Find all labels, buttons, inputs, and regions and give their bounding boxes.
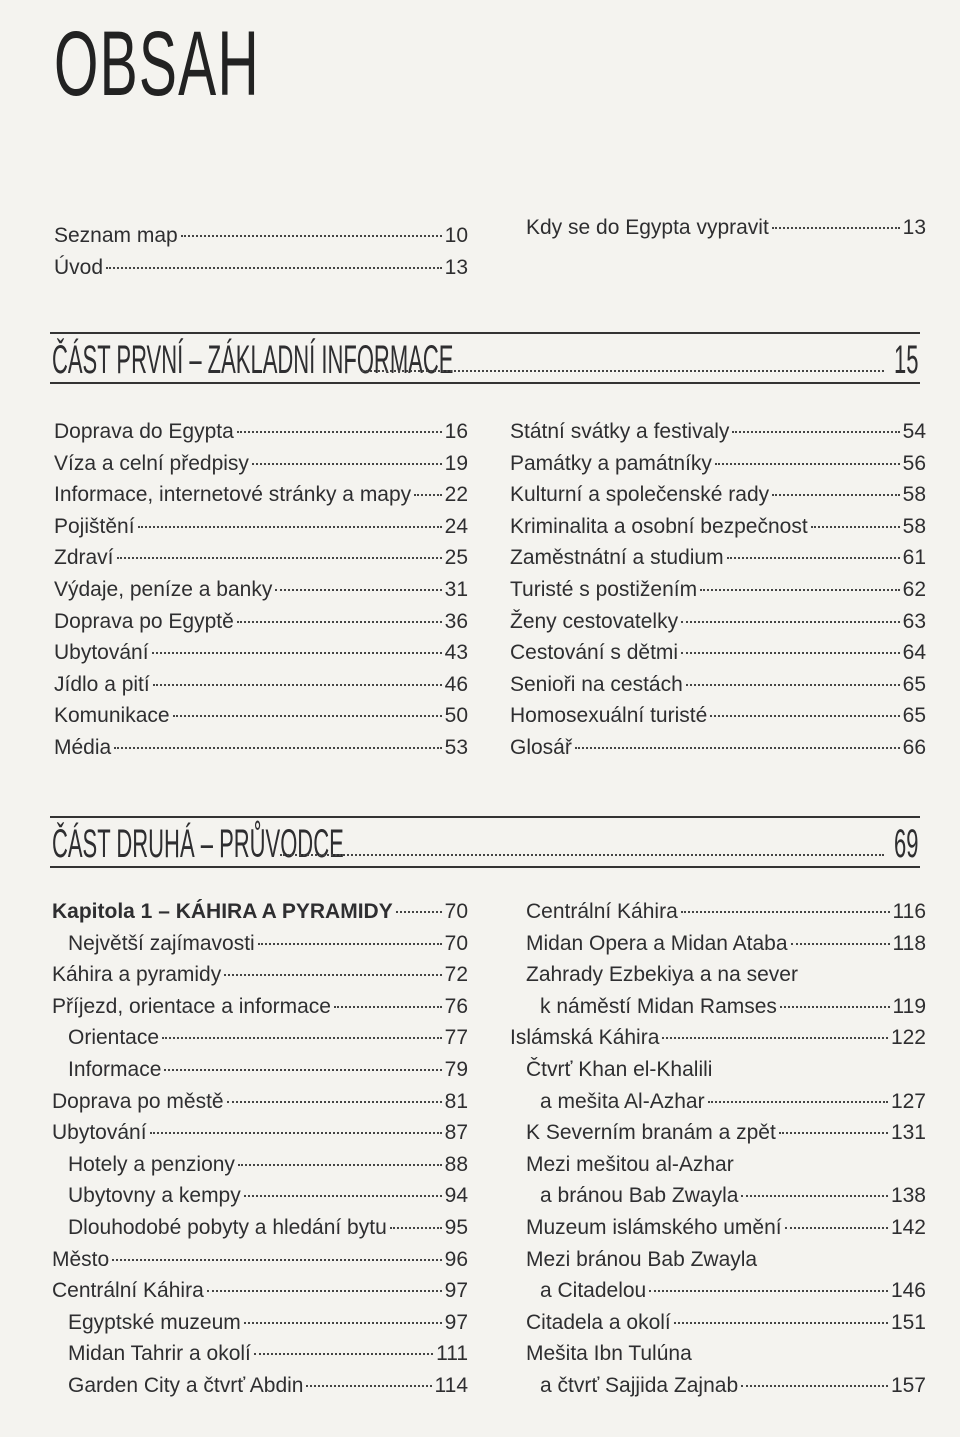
toc-entry-page: 70 — [444, 900, 468, 923]
toc-entry-page: 146 — [890, 1279, 926, 1303]
toc-entry[interactable] — [54, 700, 468, 732]
dot-leader — [244, 1195, 442, 1197]
toc-entry[interactable] — [510, 479, 926, 511]
dot-leader — [244, 1322, 442, 1324]
toc-entry[interactable] — [54, 732, 468, 764]
toc-entry-label: Zaměstnátní a studium — [510, 546, 724, 570]
toc-entry[interactable] — [510, 1022, 926, 1054]
toc-entry-label: Zdraví — [54, 546, 114, 570]
toc-entry-page: 61 — [902, 546, 926, 570]
toc-entry-page: 54 — [902, 420, 926, 443]
toc-entry-page: 19 — [444, 451, 468, 475]
toc-entry-label: Doprava po městě — [52, 1089, 224, 1113]
toc-entry[interactable] — [54, 252, 468, 284]
toc-entry-label: Seznam map — [54, 224, 178, 247]
toc-entry-label: Citadela a okolí — [526, 1310, 671, 1334]
toc-entry[interactable] — [510, 606, 926, 638]
toc-entry[interactable] — [52, 1086, 468, 1118]
toc-entry-label: Město — [52, 1247, 110, 1271]
dot-leader — [710, 715, 899, 717]
toc-entry-page: 118 — [892, 931, 926, 955]
dot-leader — [334, 1006, 442, 1008]
toc-entry-page: 116 — [892, 900, 926, 923]
toc-entry-label: Senioři na cestách — [510, 672, 683, 696]
intro-left-column — [54, 220, 468, 283]
dot-leader — [390, 1227, 442, 1229]
toc-entry-page: 114 — [434, 1373, 468, 1397]
dot-leader — [681, 621, 900, 623]
toc-entry-label: Největší zajímavosti — [68, 931, 255, 955]
toc-entry-label: Kapitola 1 – KÁHIRA A PYRAMIDY — [52, 900, 393, 923]
toc-entry-page: 76 — [444, 994, 468, 1018]
toc-entry-label: Mešita Ibn Tulúna — [526, 1342, 692, 1366]
part2-left-column — [52, 896, 468, 1402]
toc-entry-page: 64 — [902, 641, 926, 665]
toc-entry-page: 10 — [444, 224, 468, 247]
toc-entry[interactable] — [54, 448, 468, 480]
toc-entry-label: Ubytování — [54, 641, 149, 665]
toc-entry-page: 87 — [444, 1121, 468, 1145]
toc-entry[interactable] — [54, 606, 468, 638]
toc-entry[interactable] — [510, 1212, 926, 1244]
part1-leader — [362, 370, 884, 372]
toc-entry-page: 119 — [892, 994, 926, 1018]
dot-leader — [708, 1101, 888, 1103]
toc-entry-label: Pojištění — [54, 514, 135, 538]
toc-entry[interactable] — [52, 1117, 468, 1149]
toc-entry-label: Midan Tahrir a okolí — [68, 1342, 251, 1366]
toc-entry-page: 58 — [902, 514, 926, 538]
dot-leader — [106, 267, 442, 269]
toc-entry-page: 88 — [444, 1152, 468, 1176]
toc-entry-page: 62 — [902, 577, 926, 601]
toc-entry-page: 58 — [902, 483, 926, 507]
toc-entry[interactable] — [52, 1244, 468, 1276]
toc-entry[interactable] — [510, 511, 926, 543]
dot-leader — [715, 463, 900, 465]
toc-entry-label: Doprava po Egyptě — [54, 609, 234, 633]
toc-entry-label: Zahrady Ezbekiya a na sever — [526, 963, 798, 987]
dot-leader — [700, 589, 900, 591]
toc-entry-label: Komunikace — [54, 704, 170, 728]
dot-leader — [791, 943, 890, 945]
toc-entry[interactable] — [510, 542, 926, 574]
toc-entry[interactable] — [510, 700, 926, 732]
dot-leader — [772, 227, 900, 229]
toc-entry-label: Ženy cestovatelky — [510, 609, 679, 633]
toc-entry-label: Mezi mešitou al-Azhar — [526, 1152, 734, 1176]
toc-entry-label: a bránou Bab Zwayla — [540, 1184, 739, 1208]
dot-leader — [254, 1353, 433, 1355]
dot-leader — [224, 974, 441, 976]
part2-page: 69 — [893, 822, 918, 866]
toc-entry-page: 65 — [902, 704, 926, 728]
toc-entry[interactable] — [54, 220, 468, 252]
toc-entry[interactable] — [510, 669, 926, 701]
toc-entry[interactable] — [510, 1086, 926, 1118]
toc-entry[interactable] — [510, 1275, 926, 1307]
toc-entry-page: 122 — [890, 1026, 926, 1050]
dot-leader — [162, 1037, 442, 1039]
toc-entry-label: a Citadelou — [540, 1279, 647, 1303]
part2-right-column — [510, 896, 926, 1402]
toc-entry-page: 53 — [444, 735, 468, 759]
toc-entry-page: 81 — [444, 1089, 468, 1113]
toc-entry[interactable] — [52, 991, 468, 1023]
dot-leader — [173, 715, 442, 717]
toc-entry-label: Centrální Káhira — [52, 1279, 204, 1303]
toc-entry[interactable] — [510, 574, 926, 606]
toc-entry-label: Informace — [68, 1057, 162, 1081]
toc-entry-page: 63 — [902, 609, 926, 633]
toc-entry-label: Víza a celní předpisy — [54, 451, 249, 475]
toc-entry-page: 79 — [444, 1057, 468, 1081]
toc-entry-page: 157 — [890, 1373, 926, 1397]
toc-entry[interactable] — [510, 896, 926, 928]
toc-entry[interactable] — [510, 1370, 926, 1402]
toc-entry[interactable] — [510, 416, 926, 448]
toc-entry-label: Výdaje, peníze a banky — [54, 577, 273, 601]
toc-entry[interactable] — [52, 1275, 468, 1307]
dot-leader — [681, 652, 900, 654]
toc-entry[interactable] — [510, 448, 926, 480]
toc-entry-page: 95 — [444, 1215, 468, 1239]
dot-leader — [138, 526, 442, 528]
toc-entry-label: Turisté s postižením — [510, 577, 698, 601]
toc-entry-label: a mešita Al-Azhar — [540, 1089, 705, 1113]
toc-entry[interactable] — [510, 1149, 926, 1181]
intro-right-column — [526, 212, 926, 244]
toc-entry-label: Památky a památníky — [510, 451, 712, 475]
toc-entry[interactable] — [54, 416, 468, 448]
toc-entry[interactable] — [52, 1307, 468, 1339]
dot-leader — [779, 1132, 888, 1134]
toc-entry-page: 46 — [444, 672, 468, 696]
toc-entry-label: k náměstí Midan Ramses — [540, 994, 777, 1018]
toc-entry[interactable] — [54, 669, 468, 701]
toc-entry-page: 131 — [890, 1121, 926, 1145]
toc-entry-label: Glosář — [510, 735, 572, 759]
toc-entry-page: 65 — [902, 672, 926, 696]
toc-entry-page: 138 — [890, 1184, 926, 1208]
dot-leader — [732, 431, 899, 433]
dot-leader — [181, 235, 442, 237]
toc-entry-page: 142 — [890, 1215, 926, 1239]
toc-entry[interactable] — [52, 1180, 468, 1212]
dot-leader — [238, 1164, 442, 1166]
dot-leader — [153, 684, 442, 686]
toc-entry-label: Kdy se do Egypta vypravit — [526, 216, 769, 239]
toc-entry-page: 77 — [444, 1026, 468, 1050]
toc-entry-label: Ubytování — [52, 1121, 147, 1145]
toc-entry-label: Doprava do Egypta — [54, 420, 234, 443]
toc-entry-page: 96 — [444, 1247, 468, 1271]
part1-header — [50, 332, 920, 384]
toc-entry[interactable] — [510, 1054, 926, 1086]
toc-entry-label: Čtvrť Khan el-Khalili — [526, 1057, 713, 1081]
toc-entry[interactable] — [52, 928, 468, 960]
toc-entry[interactable] — [54, 542, 468, 574]
part1-right-column — [510, 416, 926, 764]
toc-entry[interactable] — [52, 1149, 468, 1181]
toc-entry-label: Média — [54, 735, 112, 759]
part2-leader — [280, 854, 884, 856]
toc-entry-label: K Severním branám a zpět — [526, 1121, 776, 1145]
toc-entry-page: 22 — [444, 483, 468, 507]
toc-entry[interactable] — [52, 896, 468, 928]
dot-leader — [772, 494, 899, 496]
dot-leader — [117, 557, 442, 559]
dot-leader — [164, 1069, 441, 1071]
toc-entry-page: 66 — [902, 735, 926, 759]
dot-leader — [237, 621, 442, 623]
part1-title: ČÁST PRVNÍ – ZÁKLADNÍ INFORMACE — [52, 338, 454, 382]
dot-leader — [152, 652, 442, 654]
toc-entry-label: Centrální Káhira — [526, 900, 678, 923]
toc-entry-page: 111 — [436, 1342, 468, 1366]
dot-leader — [674, 1322, 888, 1324]
toc-entry-page: 70 — [444, 931, 468, 955]
toc-entry-label: Informace, internetové stránky a mapy — [54, 483, 412, 507]
toc-entry-label: Orientace — [68, 1026, 160, 1050]
dot-leader — [114, 747, 441, 749]
toc-entry-label: Egyptské muzeum — [68, 1310, 241, 1334]
toc-entry[interactable] — [510, 1180, 926, 1212]
dot-leader — [414, 494, 441, 496]
toc-entry[interactable] — [54, 574, 468, 606]
toc-entry-page: 24 — [444, 514, 468, 538]
dot-leader — [150, 1132, 442, 1134]
toc-entry-page: 151 — [890, 1310, 926, 1334]
dot-leader — [741, 1385, 888, 1387]
part2-title: ČÁST DRUHÁ – PRŮVODCE — [52, 822, 344, 866]
toc-entry-page: 56 — [902, 451, 926, 475]
toc-entry-page: 43 — [444, 641, 468, 665]
dot-leader — [112, 1259, 441, 1261]
toc-entry-page: 16 — [444, 420, 468, 443]
toc-entry[interactable] — [510, 959, 926, 991]
toc-entry[interactable] — [510, 732, 926, 764]
dot-leader — [741, 1195, 887, 1197]
toc-entry-page: 13 — [902, 216, 926, 239]
part2-header — [50, 816, 920, 868]
toc-entry[interactable] — [52, 959, 468, 991]
toc-entry[interactable] — [54, 637, 468, 669]
dot-leader — [785, 1227, 888, 1229]
toc-entry-label: Homosexuální turisté — [510, 704, 708, 728]
dot-leader — [396, 911, 442, 913]
toc-entry[interactable] — [526, 212, 926, 244]
toc-entry-page: 97 — [444, 1310, 468, 1334]
toc-entry-label: Garden City a čtvrť Abdin — [68, 1373, 304, 1397]
dot-leader — [207, 1290, 442, 1292]
dot-leader — [662, 1037, 888, 1039]
dot-leader — [227, 1101, 442, 1103]
toc-entry[interactable] — [510, 928, 926, 960]
toc-entry[interactable] — [510, 1117, 926, 1149]
toc-entry-label: Kriminalita a osobní bezpečnost — [510, 514, 808, 538]
toc-entry-page: 13 — [444, 255, 468, 279]
toc-entry-page: 36 — [444, 609, 468, 633]
toc-entry[interactable] — [52, 1370, 468, 1402]
toc-entry[interactable] — [52, 1338, 468, 1370]
toc-entry-label: Islámská Káhira — [510, 1026, 660, 1050]
dot-leader — [649, 1290, 888, 1292]
toc-entry-page: 31 — [444, 577, 468, 601]
toc-entry[interactable] — [52, 1212, 468, 1244]
toc-entry-label: Cestování s dětmi — [510, 641, 679, 665]
toc-entry-page: 94 — [444, 1184, 468, 1208]
toc-entry[interactable] — [52, 1054, 468, 1086]
toc-entry-label: Příjezd, orientace a informace — [52, 994, 331, 1018]
toc-entry[interactable] — [510, 991, 926, 1023]
toc-entry-label: Dlouhodobé pobyty a hledání bytu — [68, 1215, 387, 1239]
part1-left-column — [54, 416, 468, 764]
toc-entry-label: Mezi bránou Bab Zwayla — [526, 1247, 758, 1271]
toc-entry[interactable] — [510, 637, 926, 669]
toc-entry[interactable] — [54, 511, 468, 543]
toc-entry-page: 50 — [444, 704, 468, 728]
toc-entry[interactable] — [510, 1244, 926, 1276]
toc-entry-page: 25 — [444, 546, 468, 570]
toc-entry-label: Ubytovny a kempy — [68, 1184, 241, 1208]
page-title: OBSAH — [54, 13, 260, 115]
toc-entry-label: Státní svátky a festivaly — [510, 420, 730, 443]
dot-leader — [780, 1006, 890, 1008]
dot-leader — [252, 463, 442, 465]
dot-leader — [258, 943, 442, 945]
dot-leader — [727, 557, 900, 559]
toc-entry-label: Hotely a penziony — [68, 1152, 235, 1176]
toc-entry-page: 127 — [890, 1089, 926, 1113]
toc-entry-label: Kulturní a společenské rady — [510, 483, 770, 507]
toc-entry-page: 97 — [444, 1279, 468, 1303]
dot-leader — [237, 431, 442, 433]
dot-leader — [686, 684, 900, 686]
toc-entry-label: Jídlo a pití — [54, 672, 150, 696]
dot-leader — [681, 911, 890, 913]
toc-entry-label: Muzeum islámského umění — [526, 1215, 782, 1239]
part1-page: 15 — [893, 338, 918, 382]
toc-entry-label: a čtvrť Sajjida Zajnab — [540, 1373, 739, 1397]
dot-leader — [811, 526, 900, 528]
toc-entry[interactable] — [510, 1307, 926, 1339]
toc-entry[interactable] — [52, 1022, 468, 1054]
dot-leader — [275, 589, 441, 591]
dot-leader — [306, 1385, 431, 1387]
toc-entry-label: Úvod — [54, 255, 104, 279]
toc-entry-label: Midan Opera a Midan Ataba — [526, 931, 788, 955]
toc-entry[interactable] — [54, 479, 468, 511]
toc-entry[interactable] — [510, 1338, 926, 1370]
dot-leader — [575, 747, 900, 749]
toc-entry-label: Káhira a pyramidy — [52, 963, 222, 987]
toc-entry-page: 72 — [444, 963, 468, 987]
